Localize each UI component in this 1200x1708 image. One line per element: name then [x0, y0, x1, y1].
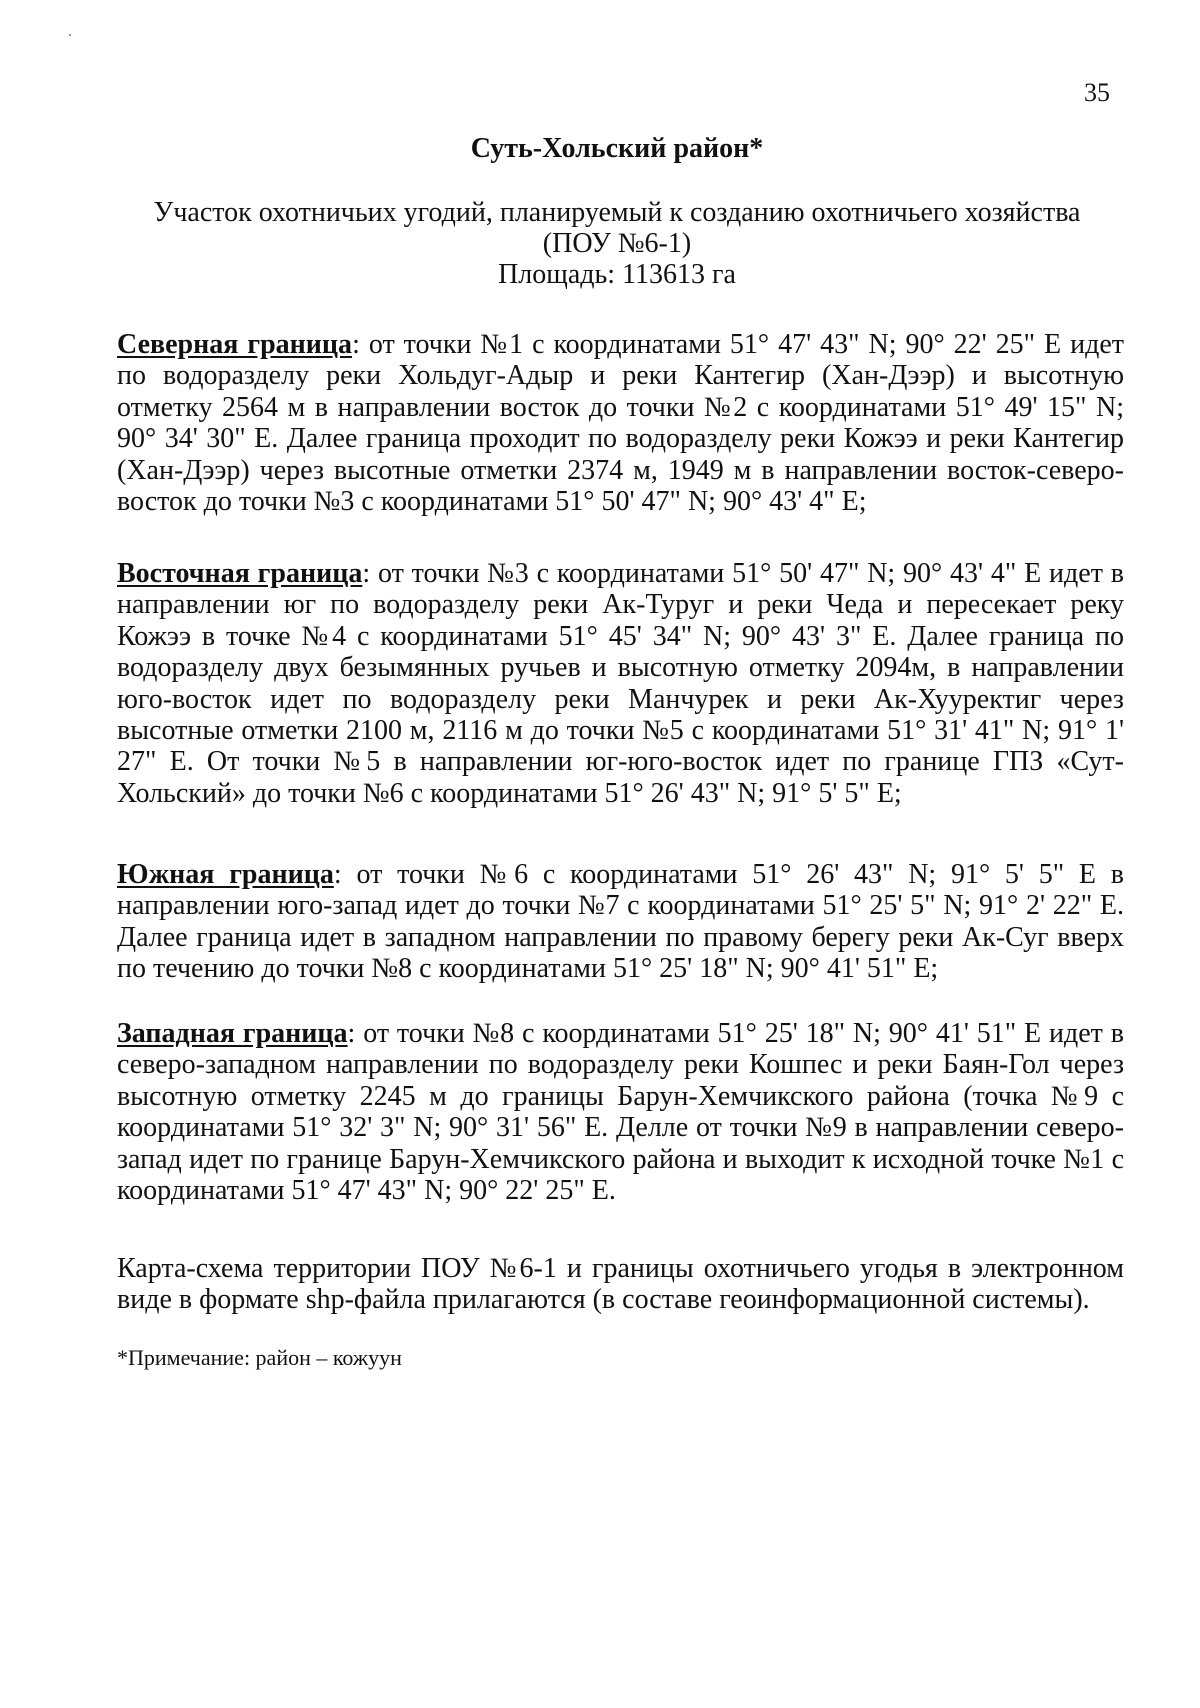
east-boundary-text: : от точки №3 с координатами 51° 50' 47" N; 90° 43' 4" E идет в направлении юг по водоразделу реки Ак-Туруг и реки Чеда и пересекает реку Кожээ в точке №4 с координатами 51° 45' 34" N; 90° 43' 3" E. Далее граница по водоразделу двух безымянных ручьев и высотную отметку 2094м, в направлении юго-восток идет по водоразделу реки Манчурек и реки Ак-Хууректиг через высотные отметки 2100 м, 2116 м до точки №5 с координатами 51° 31' 41" N; 91° 1' 27" E. От точки №5 в направлении юг-юго-восток идет по границе ГПЗ «Сут-Хольский» до точки №6 с координатами 51° 26' 43" N; 91° 5' 5" E;	[117, 558, 1124, 809]
subtitle-plot-id: (ПОУ №6-1)	[542, 228, 692, 259]
scan-speck	[69, 34, 71, 36]
south-boundary-text: : от точки №6 с координатами 51° 26' 43" N; 91° 5' 5" E в направлении юго-запад идет до точки №7 с координатами 51° 25' 5" N; 91° 2' 22" E. Далее граница идет в западном направлении по правому берегу реки Ак-Суг вверх по течению до точки №8 с координатами 51° 25' 18" N; 90° 41' 51" E;	[117, 859, 1124, 985]
district-heading: Суть-Хольский район*	[470, 133, 764, 164]
west-boundary-paragraph	[117, 1018, 1124, 1206]
subtitle-description: Участок охотничьих угодий, планируемый к созданию охотничьего хозяйства	[153, 197, 1081, 228]
subtitle-area: Площадь: 113613 га	[498, 259, 736, 290]
north-boundary-paragraph	[117, 329, 1124, 517]
footnote: *Примечание: район – кожуун	[117, 1345, 402, 1370]
north-boundary-label: Северная граница	[117, 329, 353, 360]
south-boundary-paragraph	[117, 859, 1124, 985]
west-boundary-text: : от точки №8 с координатами 51° 25' 18" N; 90° 41' 51" E идет в северо-западном направлении по водоразделу реки Кошпес и реки Баян-Гол через высотную отметку 2245 м до границы Барун-Хемчикского района (точка №9 с координатами 51° 32' 3" N; 90° 31' 56" E. Делле от точки №9 в направлении северо-запад идет по границе Барун-Хемчикского района и выходит к исходной точке №1 с координатами 51° 47' 43" N; 90° 22' 25" E.	[117, 1018, 1124, 1207]
south-boundary-label: Южная граница	[117, 859, 334, 890]
plot-subtitle	[0, 197, 1200, 290]
page-number: 35	[1084, 78, 1110, 107]
east-boundary-paragraph	[117, 558, 1124, 809]
map-note-paragraph: Карта-схема территории ПОУ №6-1 и границы охотничьего угодья в электронном виде в формате shp-файла прилагаются (в составе геоинформационной системы).	[117, 1253, 1124, 1316]
east-boundary-label: Восточная граница	[117, 558, 363, 589]
west-boundary-label: Западная граница	[117, 1018, 348, 1049]
north-boundary-text: : от точки №1 с координатами 51° 47' 43" N; 90° 22' 25" E идет по водоразделу реки Хольдуг-Адыр и реки Кантегир (Хан-Дээр) и высотную отметку 2564 м в направлении восток до точки №2 с координатами 51° 49' 15" N; 90° 34' 30" E. Далее граница проходит по водоразделу реки Кожээ и реки Кантегир (Хан-Дээр) через высотные отметки 2374 м, 1949 м в направлении восток-северо-восток до точки №3 с координатами 51° 50' 47" N; 90° 43' 4" E;	[117, 329, 1125, 518]
